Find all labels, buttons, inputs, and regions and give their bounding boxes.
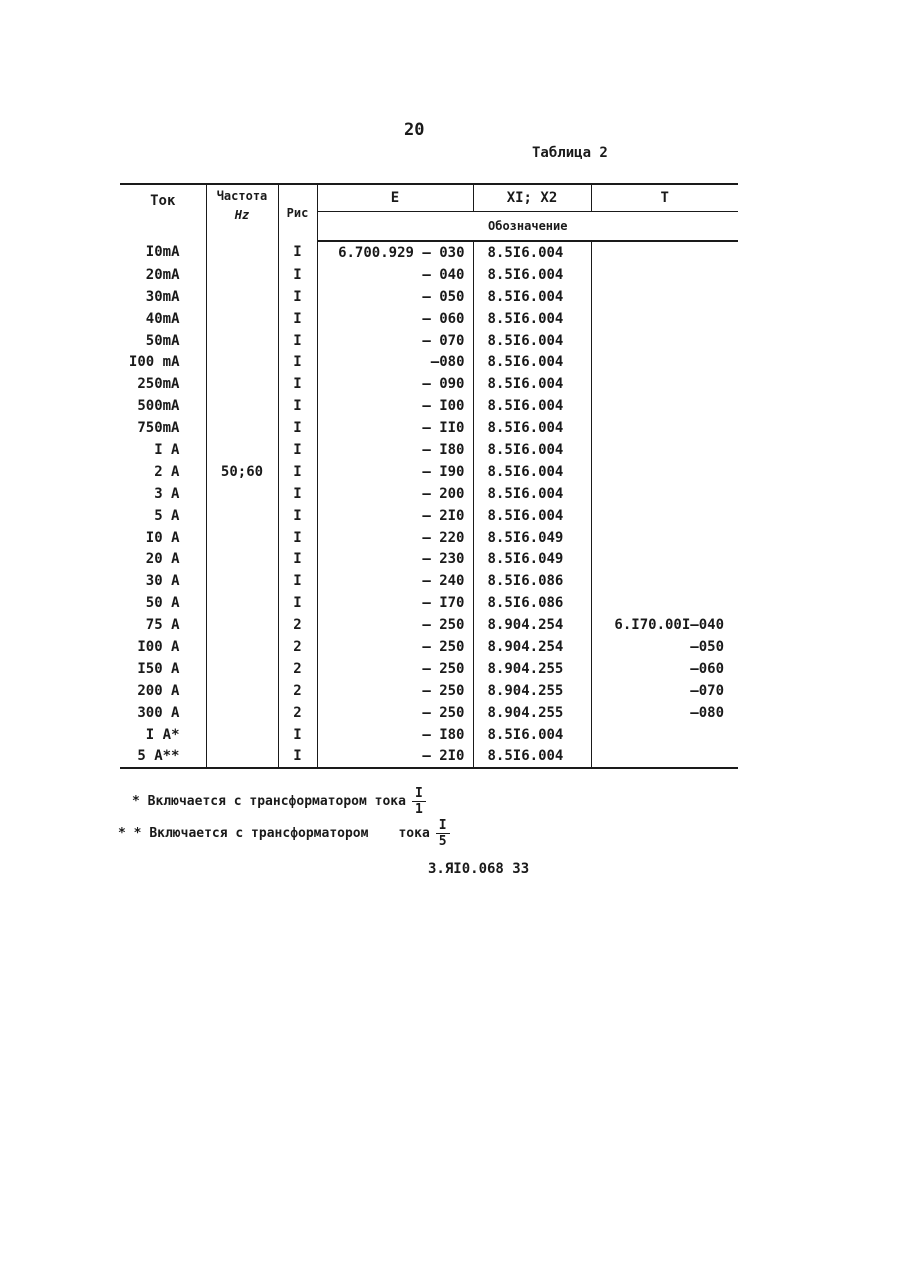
cell-t (591, 570, 738, 592)
fraction-denominator: 5 (438, 834, 447, 849)
fraction-numerator: I (436, 818, 450, 834)
cell-frequency (206, 636, 278, 658)
cell-e: – 240 (317, 570, 473, 592)
cell-frequency (206, 592, 278, 614)
cell-frequency (206, 351, 278, 373)
cell-frequency (206, 241, 278, 264)
cell-tok: I00 mA (128, 354, 180, 371)
cell-figure: I (278, 308, 317, 330)
table-row (120, 614, 738, 636)
cell-frequency (206, 308, 278, 330)
cell-frequency (206, 680, 278, 702)
cell-t: –080 (591, 702, 738, 724)
cell-tok: I0 A (145, 529, 180, 546)
cell-frequency (206, 658, 278, 680)
cell-figure: I (278, 724, 317, 746)
cell-figure: I (278, 330, 317, 352)
footnote-1-mark: * (132, 794, 140, 809)
cell-frequency (206, 395, 278, 417)
footnote-1 (132, 786, 426, 817)
document-code: 3.ЯI0.068 33 (428, 861, 530, 877)
header-frequency (206, 184, 278, 241)
table-caption: Таблица 2 (532, 145, 608, 161)
cell-x1x2: 8.5I6.004 (473, 745, 591, 768)
table-row (120, 570, 738, 592)
cell-e: – 060 (317, 308, 473, 330)
cell-e: – 250 (317, 658, 473, 680)
cell-figure: 2 (278, 680, 317, 702)
footnote-2 (118, 818, 450, 849)
cell-tok: 200 A (137, 682, 180, 699)
table-row (120, 527, 738, 549)
cell-x1x2: 8.5I6.004 (473, 330, 591, 352)
table-row (120, 702, 738, 724)
cell-t (591, 505, 738, 527)
header-frequency-label: Частота (216, 189, 268, 203)
cell-e: – 050 (317, 286, 473, 308)
cell-t (591, 330, 738, 352)
table-row (120, 395, 738, 417)
cell-t (591, 548, 738, 570)
cell-figure: I (278, 592, 317, 614)
cell-figure: I (278, 439, 317, 461)
table-row (120, 745, 738, 768)
cell-figure: I (278, 286, 317, 308)
cell-tok: 5 A** (120, 745, 206, 768)
cell-tok: 75 A (145, 617, 180, 634)
table-row (120, 373, 738, 395)
cell-frequency (206, 614, 278, 636)
fraction-numerator: I (412, 786, 426, 802)
cell-figure: 2 (278, 702, 317, 724)
cell-tok: 500mA (137, 398, 180, 415)
cell-figure: 2 (278, 658, 317, 680)
footnote-1-fraction (412, 786, 426, 817)
cell-tok: 20 A (145, 551, 180, 568)
table-row (120, 439, 738, 461)
header-figure: Рис (278, 184, 317, 241)
header-e: Е (317, 184, 473, 212)
cell-x1x2: 8.5I6.004 (473, 286, 591, 308)
cell-x1x2: 8.904.254 (473, 614, 591, 636)
cell-figure: I (278, 527, 317, 549)
cell-frequency (206, 417, 278, 439)
cell-tok: 300 A (137, 704, 180, 721)
cell-figure: I (278, 264, 317, 286)
cell-x1x2: 8.904.255 (473, 680, 591, 702)
footnote-1-text: Включается с трансформатором тока (147, 794, 406, 809)
footnote-2-text2: тока (398, 826, 430, 841)
cell-e: – II0 (317, 417, 473, 439)
table-row (120, 548, 738, 570)
cell-tok: I0mA (145, 244, 180, 261)
cell-tok: 30mA (145, 288, 180, 305)
cell-figure: I (278, 745, 317, 768)
cell-frequency (206, 724, 278, 746)
cell-x1x2: 8.5I6.004 (473, 351, 591, 373)
table-row (120, 680, 738, 702)
table-body (120, 241, 738, 768)
cell-e: –080 (317, 351, 473, 373)
table-row (120, 658, 738, 680)
cell-t (591, 724, 738, 746)
header-designation: Обозначение (317, 212, 738, 242)
cell-e: – 250 (317, 636, 473, 658)
cell-tok: 3 A (154, 485, 180, 502)
cell-frequency (206, 702, 278, 724)
cell-x1x2: 8.5I6.004 (473, 439, 591, 461)
cell-t (591, 483, 738, 505)
page-number: 20 (404, 120, 425, 140)
cell-t (591, 373, 738, 395)
cell-frequency (206, 483, 278, 505)
cell-figure: I (278, 351, 317, 373)
cell-t: 6.I70.00I–040 (591, 614, 738, 636)
cell-tok: 2 A (154, 463, 180, 480)
cell-e: – 250 (317, 614, 473, 636)
footnote-2-text: Включается с трансформатором (149, 826, 369, 841)
cell-tok: 50mA (145, 332, 180, 349)
cell-e: – 220 (317, 527, 473, 549)
cell-frequency (206, 527, 278, 549)
cell-tok: I A* (145, 726, 180, 743)
cell-x1x2: 8.5I6.004 (473, 417, 591, 439)
cell-x1x2: 8.5I6.004 (473, 461, 591, 483)
cell-x1x2: 8.5I6.004 (473, 395, 591, 417)
cell-x1x2: 8.5I6.004 (473, 505, 591, 527)
cell-t (591, 241, 738, 264)
cell-tok: 5 A (154, 507, 180, 524)
table-row (120, 505, 738, 527)
cell-frequency (206, 286, 278, 308)
cell-t (591, 527, 738, 549)
cell-t (591, 286, 738, 308)
cell-frequency (206, 570, 278, 592)
cell-x1x2: 8.5I6.049 (473, 548, 591, 570)
cell-figure: I (278, 570, 317, 592)
cell-e: – 2I0 (317, 505, 473, 527)
cell-t (591, 417, 738, 439)
table-row (120, 483, 738, 505)
cell-t (591, 308, 738, 330)
cell-e: 6.700.929 – 030 (317, 241, 473, 264)
cell-frequency (206, 745, 278, 768)
cell-t (591, 264, 738, 286)
cell-figure: 2 (278, 614, 317, 636)
table-row (120, 264, 738, 286)
table-row (120, 330, 738, 352)
table-row (120, 724, 738, 746)
cell-e: – 250 (317, 702, 473, 724)
cell-x1x2: 8.5I6.004 (473, 308, 591, 330)
cell-figure: I (278, 373, 317, 395)
cell-t (591, 395, 738, 417)
cell-e: – I80 (317, 439, 473, 461)
cell-t: –070 (591, 680, 738, 702)
cell-x1x2: 8.5I6.049 (473, 527, 591, 549)
cell-tok: 750mA (137, 420, 180, 437)
cell-figure: I (278, 505, 317, 527)
cell-frequency (206, 373, 278, 395)
cell-frequency: 50;60 (206, 461, 278, 483)
cell-tok: 30 A (145, 573, 180, 590)
cell-t (591, 439, 738, 461)
footnote-2-mark: * * (118, 826, 142, 841)
cell-e: – 070 (317, 330, 473, 352)
cell-figure: I (278, 395, 317, 417)
cell-e: – 2I0 (317, 745, 473, 768)
cell-e: – 040 (317, 264, 473, 286)
spec-table (120, 183, 738, 769)
cell-figure: I (278, 548, 317, 570)
cell-t: –060 (591, 658, 738, 680)
cell-frequency (206, 548, 278, 570)
table-row (120, 461, 738, 483)
header-tok: Ток (120, 184, 206, 241)
cell-figure: I (278, 461, 317, 483)
cell-tok: 50 A (145, 595, 180, 612)
cell-x1x2: 8.904.255 (473, 658, 591, 680)
header-x1x2: XI; X2 (473, 184, 591, 212)
table-row (120, 592, 738, 614)
cell-x1x2: 8.5I6.086 (473, 570, 591, 592)
cell-frequency (206, 505, 278, 527)
cell-x1x2: 8.5I6.004 (473, 724, 591, 746)
cell-t: –050 (591, 636, 738, 658)
cell-tok: I00 A (137, 638, 180, 655)
table-row (120, 636, 738, 658)
cell-t (591, 351, 738, 373)
table-row (120, 351, 738, 373)
cell-x1x2: 8.904.255 (473, 702, 591, 724)
cell-e: – I70 (317, 592, 473, 614)
header-frequency-unit: Hz (234, 208, 250, 222)
table-row (120, 241, 738, 264)
cell-figure: I (278, 417, 317, 439)
cell-frequency (206, 439, 278, 461)
cell-x1x2: 8.5I6.004 (473, 241, 591, 264)
cell-frequency (206, 264, 278, 286)
cell-e: – 230 (317, 548, 473, 570)
cell-x1x2: 8.904.254 (473, 636, 591, 658)
cell-e: – 200 (317, 483, 473, 505)
cell-x1x2: 8.5I6.004 (473, 264, 591, 286)
cell-x1x2: 8.5I6.004 (473, 373, 591, 395)
cell-tok: 250mA (137, 376, 180, 393)
cell-tok: I50 A (137, 660, 180, 677)
cell-figure: I (278, 483, 317, 505)
cell-e: – I90 (317, 461, 473, 483)
cell-x1x2: 8.5I6.004 (473, 483, 591, 505)
cell-e: – 090 (317, 373, 473, 395)
cell-x1x2: 8.5I6.086 (473, 592, 591, 614)
cell-e: – I80 (317, 724, 473, 746)
cell-e: – 250 (317, 680, 473, 702)
fraction-denominator: 1 (414, 802, 423, 817)
cell-t (591, 461, 738, 483)
cell-t (591, 745, 738, 768)
cell-t (591, 592, 738, 614)
cell-figure: I (278, 241, 317, 264)
cell-tok: 40mA (145, 310, 180, 327)
cell-e: – I00 (317, 395, 473, 417)
table-row (120, 286, 738, 308)
cell-figure: 2 (278, 636, 317, 658)
header-t: Т (591, 184, 738, 212)
cell-frequency (206, 330, 278, 352)
table-row (120, 308, 738, 330)
table-row (120, 417, 738, 439)
footnote-2-fraction (436, 818, 450, 849)
cell-tok: 20mA (145, 266, 180, 283)
cell-tok: I A (154, 441, 180, 458)
